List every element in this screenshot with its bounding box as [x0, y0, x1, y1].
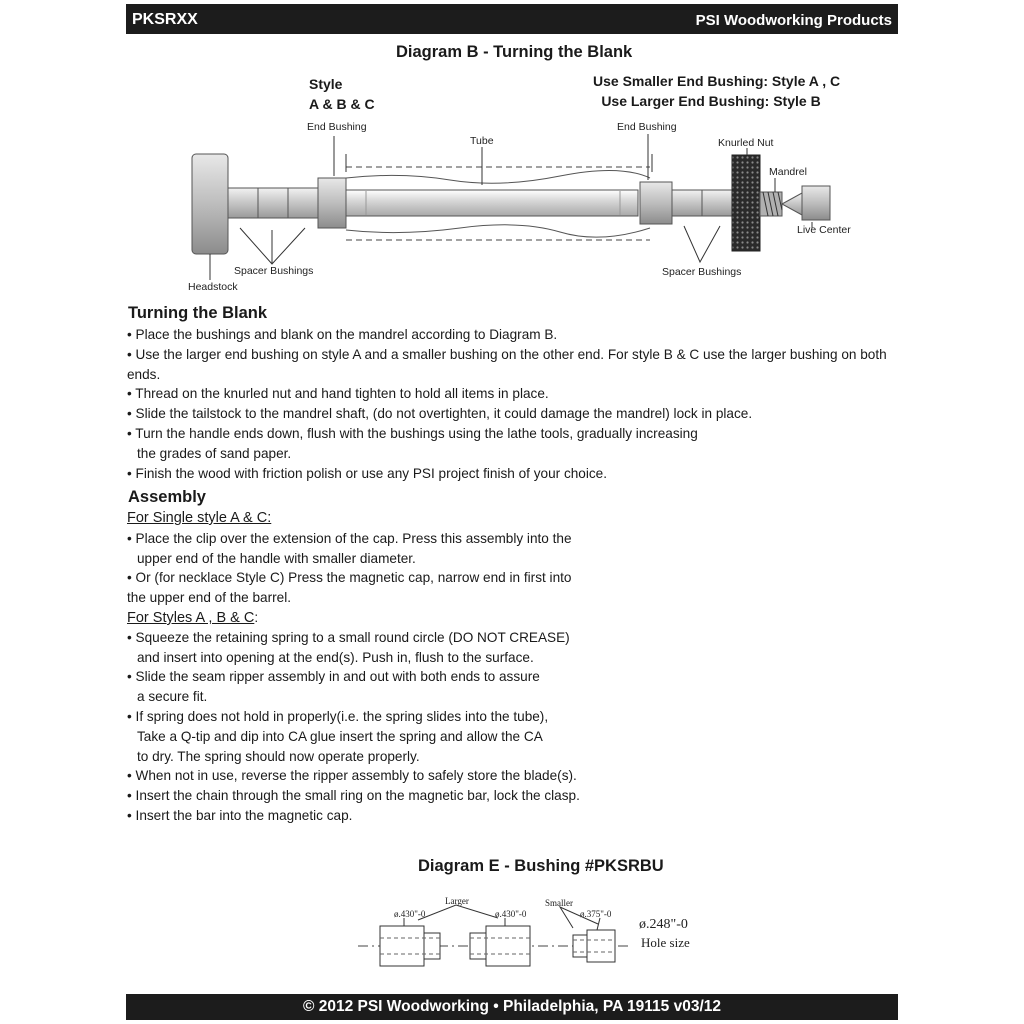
diagram-e-title: Diagram E - Bushing #PKSRBU	[418, 857, 664, 875]
footer-bar	[126, 994, 898, 1020]
spacer-bushing	[228, 188, 258, 218]
dimension-3: ø.375"-0	[580, 909, 612, 919]
label-knurled-nut: Knurled Nut	[718, 137, 774, 149]
instruction-line: • Slide the seam ripper assembly in and out with both ends to assure	[127, 669, 540, 685]
instruction-line: the grades of sand paper.	[137, 445, 292, 461]
single-style-heading: For Single style A & C:	[127, 510, 272, 526]
bushing-note-line2: Use Larger End Bushing: Style B	[601, 93, 821, 109]
instruction-line: • Use the larger end bushing on style A and a smaller bushing on the other end. For style B & C use the larger bushing on both	[127, 346, 887, 362]
instruction-line: • Or (for necklace Style C) Press the magnetic cap, narrow end in first into	[127, 570, 572, 586]
label-tube: Tube	[470, 135, 494, 147]
instruction-line: and insert into opening at the end(s). Push in, flush to the surface.	[137, 649, 534, 665]
dimension-2: ø.430"-0	[495, 909, 527, 919]
instruction-line: • Thread on the knurled nut and hand tighten to hold all items in place.	[127, 386, 549, 402]
instruction-line: the upper end of the barrel.	[127, 590, 291, 606]
style-label-line2: A & B & C	[309, 96, 375, 112]
instruction-line: • Insert the chain through the small ring on the magnetic bar, lock the clasp.	[127, 788, 580, 804]
hole-dimension: ø.248"-0	[639, 917, 688, 932]
instruction-line: Take a Q-tip and dip into CA glue insert the spring and allow the CA	[137, 728, 543, 744]
instruction-line: • Finish the wood with friction polish or use any PSI project finish of your choice.	[127, 465, 608, 481]
assembly-heading: Assembly	[128, 488, 206, 506]
bushing-note-line1: Use Smaller End Bushing: Style A , C	[593, 73, 841, 89]
live-center-point	[782, 193, 802, 215]
bushing-larger-1-step	[424, 933, 440, 959]
instruction-line: • Insert the bar into the magnetic cap.	[127, 807, 353, 823]
bushing-smaller-step	[573, 935, 587, 957]
label-live-center: Live Center	[797, 224, 851, 236]
label-end-bushing-right: End Bushing	[617, 121, 677, 133]
headstock-disc	[192, 154, 228, 254]
instruction-line: • Turn the handle ends down, flush with the bushings using the lathe tools, gradually increasing	[127, 425, 698, 441]
brand-name: PSI Woodworking Products	[695, 12, 892, 29]
label-mandrel: Mandrel	[769, 166, 807, 178]
label-larger: Larger	[445, 896, 469, 906]
bushing-larger-2	[486, 926, 530, 966]
end-bushing-right	[640, 182, 672, 224]
lathe-diagram	[0, 0, 1024, 300]
label-spacer-bushings-right: Spacer Bushings	[662, 266, 742, 278]
bushing-diagram	[0, 880, 1024, 980]
instruction-line: • When not in use, reverse the ripper assembly to safely store the blade(s).	[127, 768, 577, 784]
styles-heading-text: For Styles A , B & C	[127, 609, 255, 626]
instruction-line: • Place the bushings and blank on the mandrel according to Diagram B.	[127, 327, 558, 342]
instruction-line: ends.	[127, 366, 161, 382]
diagram-b-title: Diagram B - Turning the Blank	[396, 43, 633, 61]
bushing-smaller	[587, 930, 615, 962]
bushing-larger-1	[380, 926, 424, 966]
product-code: PKSRXX	[132, 11, 198, 28]
dimension-1: ø.430"-0	[394, 909, 426, 919]
hole-size-label: Hole size	[641, 935, 690, 950]
instruction-line: • Squeeze the retaining spring to a small round circle (DO NOT CREASE)	[127, 629, 570, 645]
knurled-nut	[732, 155, 760, 251]
instruction-line: • Place the clip over the extension of the cap. Press this assembly into the	[127, 530, 572, 546]
turning-heading: Turning the Blank	[128, 304, 268, 322]
style-label-line1: Style	[309, 76, 343, 92]
bushing-larger-2-step	[470, 933, 486, 959]
spacer-bushing	[672, 190, 702, 216]
label-end-bushing-left: End Bushing	[307, 121, 367, 133]
spacer-bushing	[258, 188, 288, 218]
instruction-line: • Slide the tailstock to the mandrel shaft, (do not overtighten, it could damage the mandrel) lock in place.	[127, 406, 753, 422]
spacer-bushing	[288, 188, 318, 218]
styles-heading-colon: :	[254, 609, 259, 625]
styles-heading	[127, 608, 897, 628]
copyright-text: © 2012 PSI Woodworking • Philadelphia, PA 19115 v03/12	[302, 998, 721, 1015]
instruction-line: • If spring does not hold in properly(i.e. the spring slides into the tube),	[127, 708, 549, 724]
spacer-bushing	[702, 190, 732, 216]
live-center	[802, 186, 830, 220]
instruction-line: upper end of the handle with smaller diameter.	[137, 550, 416, 566]
label-headstock: Headstock	[188, 281, 238, 293]
tube	[346, 190, 638, 216]
instruction-line: a secure fit.	[137, 689, 208, 705]
label-spacer-bushings-left: Spacer Bushings	[234, 265, 314, 277]
label-smaller: Smaller	[545, 898, 573, 908]
end-bushing-left	[318, 178, 346, 228]
instruction-line: to dry. The spring should now operate properly.	[137, 748, 420, 764]
assembly-instructions	[127, 509, 897, 826]
turning-instructions	[127, 325, 897, 483]
